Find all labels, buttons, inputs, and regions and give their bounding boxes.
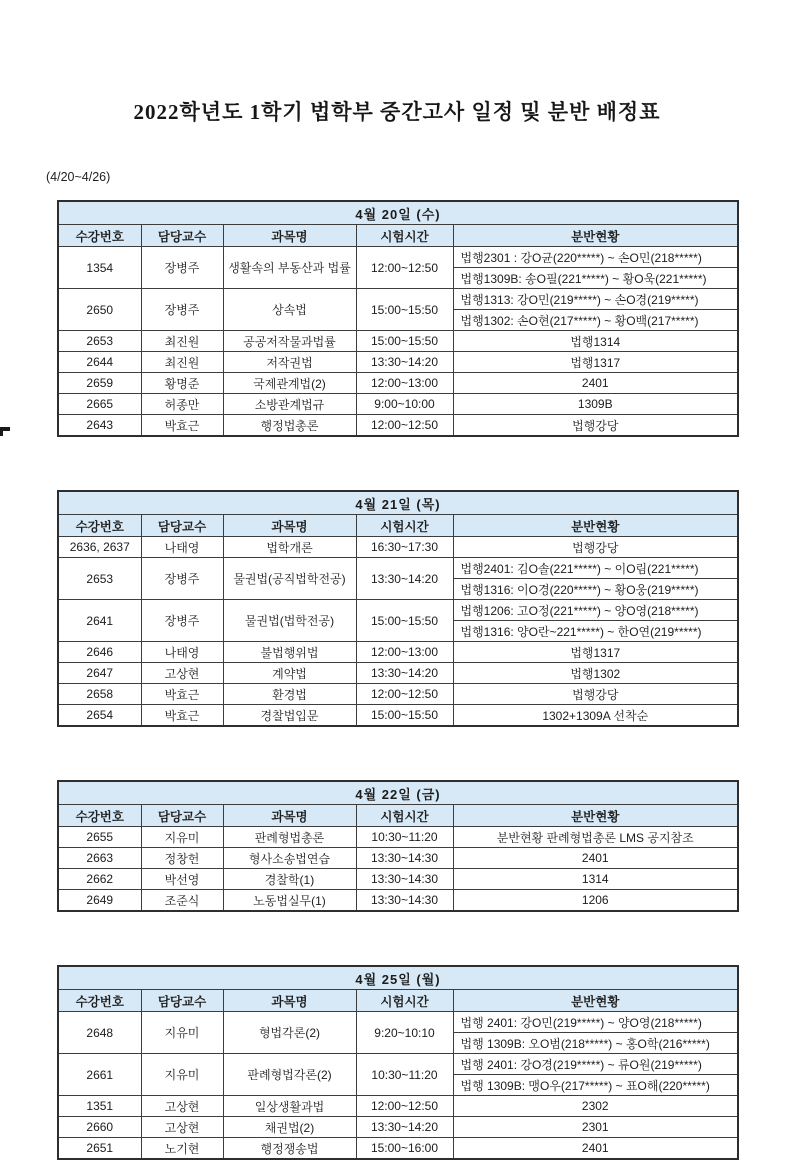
column-header: 시험시간 <box>356 990 453 1012</box>
cell-room-assignment: 법행1206: 고O정(221*****) ~ 양O영(218*****) <box>453 600 738 621</box>
cell-exam-time: 13:30~14:30 <box>356 890 453 912</box>
cell-exam-time: 10:30~11:20 <box>356 827 453 848</box>
cell-professor: 지유미 <box>141 1012 223 1054</box>
cell-professor: 장병주 <box>141 600 223 642</box>
cell-room-assignment: 법행 2401: 강O경(219*****) ~ 류O원(219*****) <box>453 1054 738 1075</box>
cell-subject: 저작권법 <box>223 352 356 373</box>
cell-room-assignment: 2401 <box>453 848 738 869</box>
column-header: 시험시간 <box>356 225 453 247</box>
table-date-label: 4월 20일 (수) <box>58 201 738 225</box>
cell-course-code: 2659 <box>58 373 141 394</box>
column-header: 분반현황 <box>453 805 738 827</box>
cell-subject: 물권법(공직법학전공) <box>223 558 356 600</box>
table-row <box>58 247 738 268</box>
cell-subject: 물권법(법학전공) <box>223 600 356 642</box>
cell-subject: 환경법 <box>223 684 356 705</box>
cell-professor: 장병주 <box>141 558 223 600</box>
cell-room-assignment: 법행 2401: 강O민(219*****) ~ 양O영(218*****) <box>453 1012 738 1033</box>
cell-exam-time: 15:00~15:50 <box>356 600 453 642</box>
cell-room-assignment: 법행1309B: 송O필(221*****) ~ 황O욱(221*****) <box>453 268 738 289</box>
cell-course-code: 2662 <box>58 869 141 890</box>
cell-professor: 허종만 <box>141 394 223 415</box>
date-range-label: (4/20~4/26) <box>46 170 111 184</box>
cell-subject: 일상생활과법 <box>223 1096 356 1117</box>
cell-course-code: 2663 <box>58 848 141 869</box>
table-header-row <box>58 805 738 827</box>
cell-course-code: 2651 <box>58 1138 141 1160</box>
cell-exam-time: 13:30~14:20 <box>356 1117 453 1138</box>
cell-course-code: 2641 <box>58 600 141 642</box>
table-row <box>58 537 738 558</box>
column-header: 담당교수 <box>141 515 223 537</box>
cell-course-code: 2665 <box>58 394 141 415</box>
cell-subject: 판례형법총론 <box>223 827 356 848</box>
cell-exam-time: 9:00~10:00 <box>356 394 453 415</box>
cell-exam-time: 15:00~15:50 <box>356 705 453 727</box>
cell-subject: 계약법 <box>223 663 356 684</box>
cell-subject: 형법각론(2) <box>223 1012 356 1054</box>
cell-professor: 고상현 <box>141 1096 223 1117</box>
cell-exam-time: 15:00~16:00 <box>356 1138 453 1160</box>
column-header: 수강번호 <box>58 990 141 1012</box>
cell-professor: 나태영 <box>141 537 223 558</box>
cell-room-assignment: 법행1314 <box>453 331 738 352</box>
table-row <box>58 684 738 705</box>
table-row <box>58 415 738 437</box>
table-row <box>58 1054 738 1075</box>
table-row <box>58 663 738 684</box>
table-row <box>58 373 738 394</box>
cell-room-assignment: 1309B <box>453 394 738 415</box>
cell-professor: 박선영 <box>141 869 223 890</box>
cell-room-assignment: 2301 <box>453 1117 738 1138</box>
cell-exam-time: 13:30~14:30 <box>356 869 453 890</box>
cell-exam-time: 13:30~14:20 <box>356 558 453 600</box>
exam-table <box>57 965 739 1160</box>
table-row <box>58 1012 738 1033</box>
table-header-row <box>58 225 738 247</box>
column-header: 담당교수 <box>141 225 223 247</box>
exam-table <box>57 200 739 437</box>
cell-professor: 최진원 <box>141 331 223 352</box>
cell-professor: 황명준 <box>141 373 223 394</box>
cell-exam-time: 12:00~13:00 <box>356 642 453 663</box>
cell-course-code: 2636, 2637 <box>58 537 141 558</box>
cell-professor: 정창헌 <box>141 848 223 869</box>
cell-room-assignment: 법행1313: 강O민(219*****) ~ 손O경(219*****) <box>453 289 738 310</box>
cell-room-assignment: 법행2301 : 강O균(220*****) ~ 손O민(218*****) <box>453 247 738 268</box>
exam-table <box>57 780 739 912</box>
cell-exam-time: 16:30~17:30 <box>356 537 453 558</box>
cell-professor: 고상현 <box>141 663 223 684</box>
table-header-row <box>58 990 738 1012</box>
cell-course-code: 2643 <box>58 415 141 437</box>
cell-subject: 불법행위법 <box>223 642 356 663</box>
exam-table <box>57 490 739 727</box>
table-date-label: 4월 21일 (목) <box>58 491 738 515</box>
cell-room-assignment: 1302+1309A 선착순 <box>453 705 738 727</box>
cell-subject: 상속법 <box>223 289 356 331</box>
cell-room-assignment: 2302 <box>453 1096 738 1117</box>
cell-course-code: 2654 <box>58 705 141 727</box>
cell-subject: 형사소송법연습 <box>223 848 356 869</box>
cell-exam-time: 15:00~15:50 <box>356 331 453 352</box>
table-row <box>58 890 738 912</box>
page-title: 2022학년도 1학기 법학부 중간고사 일정 및 분반 배정표 <box>133 100 661 124</box>
cell-exam-time: 12:00~12:50 <box>356 1096 453 1117</box>
cell-room-assignment: 법행 1309B: 오O범(218*****) ~ 홍O학(216*****) <box>453 1033 738 1054</box>
table-date-label: 4월 25일 (월) <box>58 966 738 990</box>
cell-professor: 장병주 <box>141 289 223 331</box>
cell-room-assignment: 법행2401: 김O솔(221*****) ~ 이O림(221*****) <box>453 558 738 579</box>
cell-subject: 판례형법각론(2) <box>223 1054 356 1096</box>
cell-professor: 조준식 <box>141 890 223 912</box>
cell-subject: 채권법(2) <box>223 1117 356 1138</box>
table-row <box>58 600 738 621</box>
cell-exam-time: 13:30~14:30 <box>356 848 453 869</box>
cell-room-assignment: 법행강당 <box>453 684 738 705</box>
cell-course-code: 2660 <box>58 1117 141 1138</box>
cell-professor: 고상현 <box>141 1117 223 1138</box>
cell-professor: 노기현 <box>141 1138 223 1160</box>
column-header: 시험시간 <box>356 515 453 537</box>
column-header: 수강번호 <box>58 225 141 247</box>
column-header: 수강번호 <box>58 515 141 537</box>
table-date-row <box>58 491 738 515</box>
cell-subject: 생활속의 부동산과 법률 <box>223 247 356 289</box>
column-header: 과목명 <box>223 805 356 827</box>
cell-exam-time: 12:00~13:00 <box>356 373 453 394</box>
table-row <box>58 642 738 663</box>
table-row <box>58 848 738 869</box>
table-date-row <box>58 781 738 805</box>
table-row <box>58 705 738 727</box>
cell-room-assignment: 법행1317 <box>453 642 738 663</box>
table-date-label: 4월 22일 (금) <box>58 781 738 805</box>
cell-course-code: 2646 <box>58 642 141 663</box>
column-header: 과목명 <box>223 225 356 247</box>
cell-exam-time: 9:20~10:10 <box>356 1012 453 1054</box>
cell-room-assignment: 2401 <box>453 1138 738 1160</box>
table-row <box>58 827 738 848</box>
cell-room-assignment: 법행1316: 양O란~221*****) ~ 한O연(219*****) <box>453 621 738 642</box>
cell-room-assignment: 법행1302 <box>453 663 738 684</box>
cell-course-code: 2653 <box>58 331 141 352</box>
cell-room-assignment: 법행1316: 이O경(220*****) ~ 황O웅(219*****) <box>453 579 738 600</box>
table-date-row <box>58 201 738 225</box>
cell-room-assignment: 1314 <box>453 869 738 890</box>
cell-course-code: 2650 <box>58 289 141 331</box>
column-header: 시험시간 <box>356 805 453 827</box>
cell-room-assignment: 법행강당 <box>453 415 738 437</box>
cell-room-assignment: 법행1317 <box>453 352 738 373</box>
cell-course-code: 2648 <box>58 1012 141 1054</box>
table-row <box>58 352 738 373</box>
column-header: 분반현황 <box>453 515 738 537</box>
cell-professor: 지유미 <box>141 827 223 848</box>
cell-course-code: 2649 <box>58 890 141 912</box>
cell-course-code: 2655 <box>58 827 141 848</box>
column-header: 과목명 <box>223 990 356 1012</box>
table-date-row <box>58 966 738 990</box>
column-header: 담당교수 <box>141 805 223 827</box>
cell-room-assignment: 분반현황 판례형법총론 LMS 공지참조 <box>453 827 738 848</box>
cell-room-assignment: 2401 <box>453 373 738 394</box>
column-header: 분반현황 <box>453 225 738 247</box>
cell-subject: 경찰학(1) <box>223 869 356 890</box>
cell-course-code: 1354 <box>58 247 141 289</box>
table-row <box>58 394 738 415</box>
cell-course-code: 2644 <box>58 352 141 373</box>
cell-exam-time: 10:30~11:20 <box>356 1054 453 1096</box>
cell-subject: 법학개론 <box>223 537 356 558</box>
table-row <box>58 869 738 890</box>
cell-subject: 국제관계법(2) <box>223 373 356 394</box>
cell-exam-time: 12:00~12:50 <box>356 415 453 437</box>
cell-professor: 박효근 <box>141 705 223 727</box>
cell-course-code: 2653 <box>58 558 141 600</box>
cell-professor: 박효근 <box>141 684 223 705</box>
scan-artifact <box>0 427 10 431</box>
table-row <box>58 331 738 352</box>
table-row <box>58 1117 738 1138</box>
cell-room-assignment: 1206 <box>453 890 738 912</box>
column-header: 과목명 <box>223 515 356 537</box>
cell-professor: 지유미 <box>141 1054 223 1096</box>
cell-exam-time: 13:30~14:20 <box>356 352 453 373</box>
cell-room-assignment: 법행1302: 손O현(217*****) ~ 황O백(217*****) <box>453 310 738 331</box>
cell-exam-time: 13:30~14:20 <box>356 663 453 684</box>
cell-exam-time: 12:00~12:50 <box>356 684 453 705</box>
cell-professor: 박효근 <box>141 415 223 437</box>
cell-course-code: 2647 <box>58 663 141 684</box>
cell-subject: 경찰법입문 <box>223 705 356 727</box>
cell-course-code: 2658 <box>58 684 141 705</box>
cell-exam-time: 12:00~12:50 <box>356 247 453 289</box>
cell-room-assignment: 법행 1309B: 맹O우(217*****) ~ 표O해(220*****) <box>453 1075 738 1096</box>
cell-subject: 소방관계법규 <box>223 394 356 415</box>
table-row <box>58 1138 738 1160</box>
cell-course-code: 1351 <box>58 1096 141 1117</box>
cell-professor: 최진원 <box>141 352 223 373</box>
schedule-tables <box>57 200 737 1160</box>
column-header: 수강번호 <box>58 805 141 827</box>
cell-exam-time: 15:00~15:50 <box>356 289 453 331</box>
cell-subject: 공공저작물과법률 <box>223 331 356 352</box>
cell-subject: 행정법총론 <box>223 415 356 437</box>
table-row <box>58 558 738 579</box>
column-header: 담당교수 <box>141 990 223 1012</box>
cell-room-assignment: 법행강당 <box>453 537 738 558</box>
cell-course-code: 2661 <box>58 1054 141 1096</box>
cell-subject: 노동법실무(1) <box>223 890 356 912</box>
cell-professor: 장병주 <box>141 247 223 289</box>
cell-subject: 행정쟁송법 <box>223 1138 356 1160</box>
column-header: 분반현황 <box>453 990 738 1012</box>
table-header-row <box>58 515 738 537</box>
table-row <box>58 289 738 310</box>
table-row <box>58 1096 738 1117</box>
cell-professor: 나태영 <box>141 642 223 663</box>
